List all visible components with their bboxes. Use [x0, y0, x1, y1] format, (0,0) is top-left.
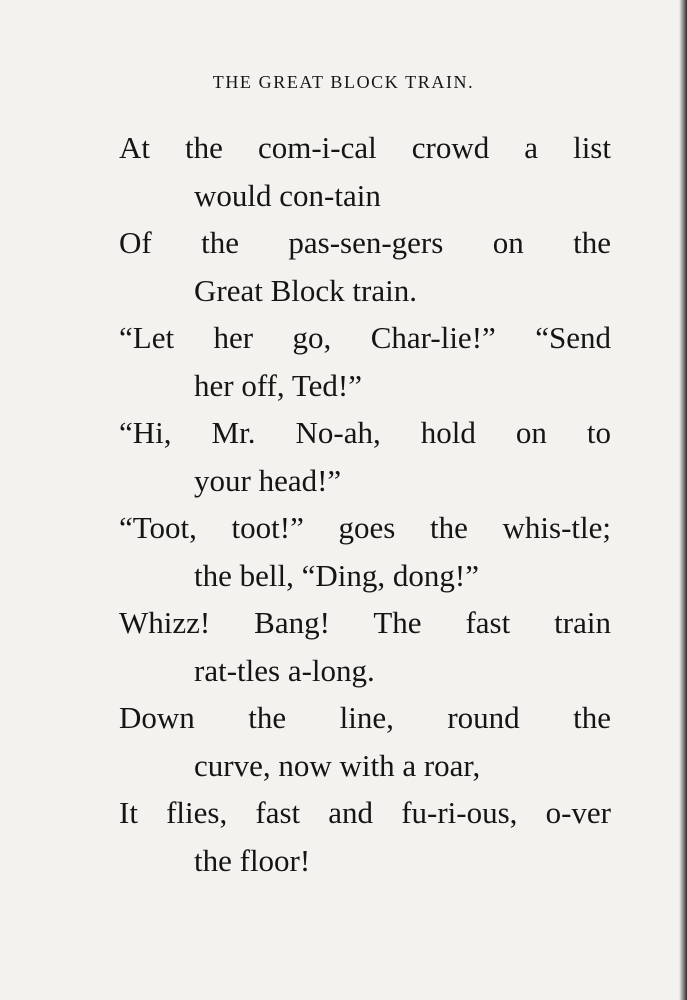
verse-line: Down the line, round the — [119, 700, 611, 735]
verse-line: It flies, fast and fu-ri-ous, o-ver — [119, 795, 611, 830]
verse-line: the floor! — [194, 842, 311, 878]
running-title: THE GREAT BLOCK TRAIN. — [212, 72, 475, 92]
verse-line: her off, Ted!” — [194, 367, 362, 403]
verse-line: the bell, “Ding, dong!” — [194, 557, 479, 593]
verse-line: your head!” — [194, 462, 342, 498]
verse-line: “Let her go, Char-lie!” “Send — [119, 320, 611, 355]
verse-line: Whizz! Bang! The fast train — [119, 605, 611, 640]
page-edge-shadow — [679, 0, 687, 1000]
poem-verse — [119, 124, 611, 884]
verse-line: curve, now with a roar, — [194, 747, 481, 783]
verse-line: Great Block train. — [194, 272, 417, 308]
verse-line: Of the pas-sen-gers on the — [119, 225, 611, 260]
verse-line: “Hi, Mr. No-ah, hold on to — [119, 415, 611, 450]
verse-line: rat-tles a-long. — [194, 652, 375, 688]
verse-line: “Toot, toot!” goes the whis-tle; — [119, 510, 611, 545]
verse-line: would con-tain — [194, 177, 381, 213]
verse-line: At the com-i-cal crowd a list — [119, 130, 611, 165]
